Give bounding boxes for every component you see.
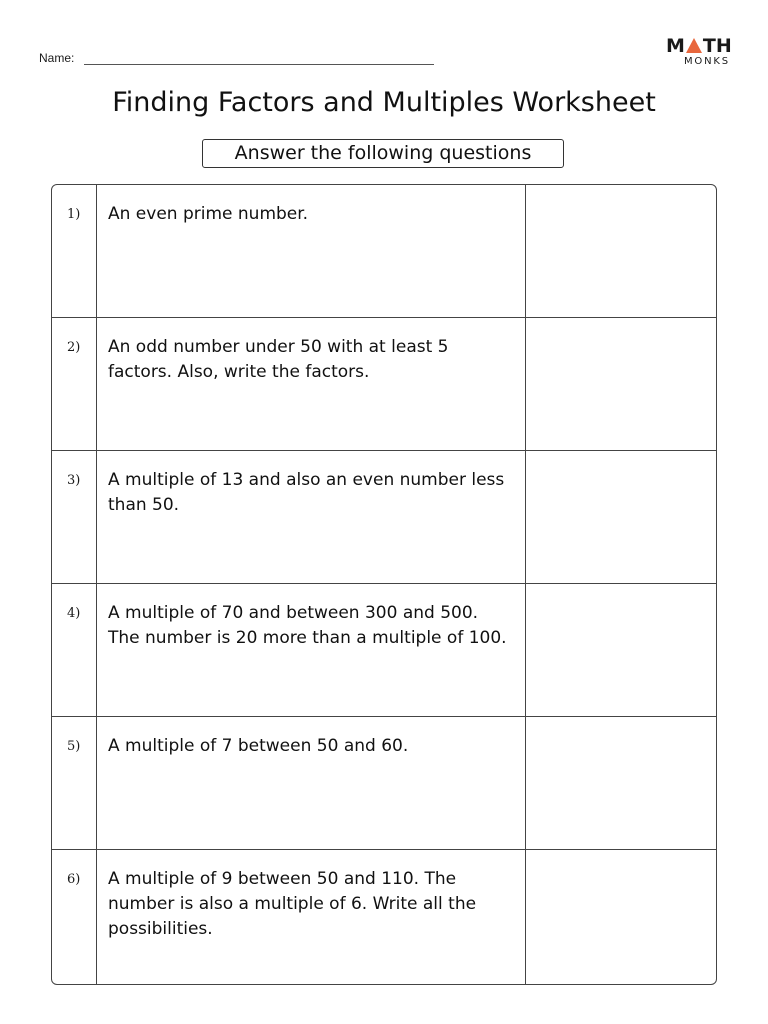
logo-triangle-icon [686,38,702,53]
instructions-box: Answer the following questions [202,139,564,168]
table-row [52,318,716,451]
question-text: An odd number under 50 with at least 5 factors. Also, write the factors. [97,318,526,450]
name-field [39,50,434,65]
question-text: An even prime number. [97,185,526,317]
math-monks-logo [666,36,736,70]
table-row [52,185,716,318]
question-table [51,184,717,985]
question-number: 1) [52,185,97,317]
question-text: A multiple of 7 between 50 and 60. [97,717,526,849]
answer-cell[interactable] [526,318,716,450]
answer-cell[interactable] [526,451,716,583]
question-number: 2) [52,318,97,450]
table-row [52,717,716,850]
question-text: A multiple of 9 between 50 and 110. The number is also a multiple of 6. Write all the possibilities. [97,850,526,984]
question-number: 4) [52,584,97,716]
table-row [52,451,716,584]
question-text: A multiple of 13 and also an even number less than 50. [97,451,526,583]
table-row [52,584,716,717]
question-number: 6) [52,850,97,984]
answer-cell[interactable] [526,717,716,849]
worksheet-title: Finding Factors and Multiples Worksheet [112,87,656,118]
answer-cell[interactable] [526,185,716,317]
question-number: 5) [52,717,97,849]
logo-subtext: MONKS [684,56,730,67]
question-text: A multiple of 70 and between 300 and 500. The number is 20 more than a multiple of 100. [97,584,526,716]
answer-cell[interactable] [526,584,716,716]
logo-text-th: TH [702,35,732,57]
logo-text-m: M [666,35,685,57]
name-label: Name: [39,51,75,65]
logo-wordmark [666,36,732,56]
answer-cell[interactable] [526,850,716,984]
table-row [52,850,716,984]
name-blank-line[interactable] [84,50,434,65]
question-number: 3) [52,451,97,583]
